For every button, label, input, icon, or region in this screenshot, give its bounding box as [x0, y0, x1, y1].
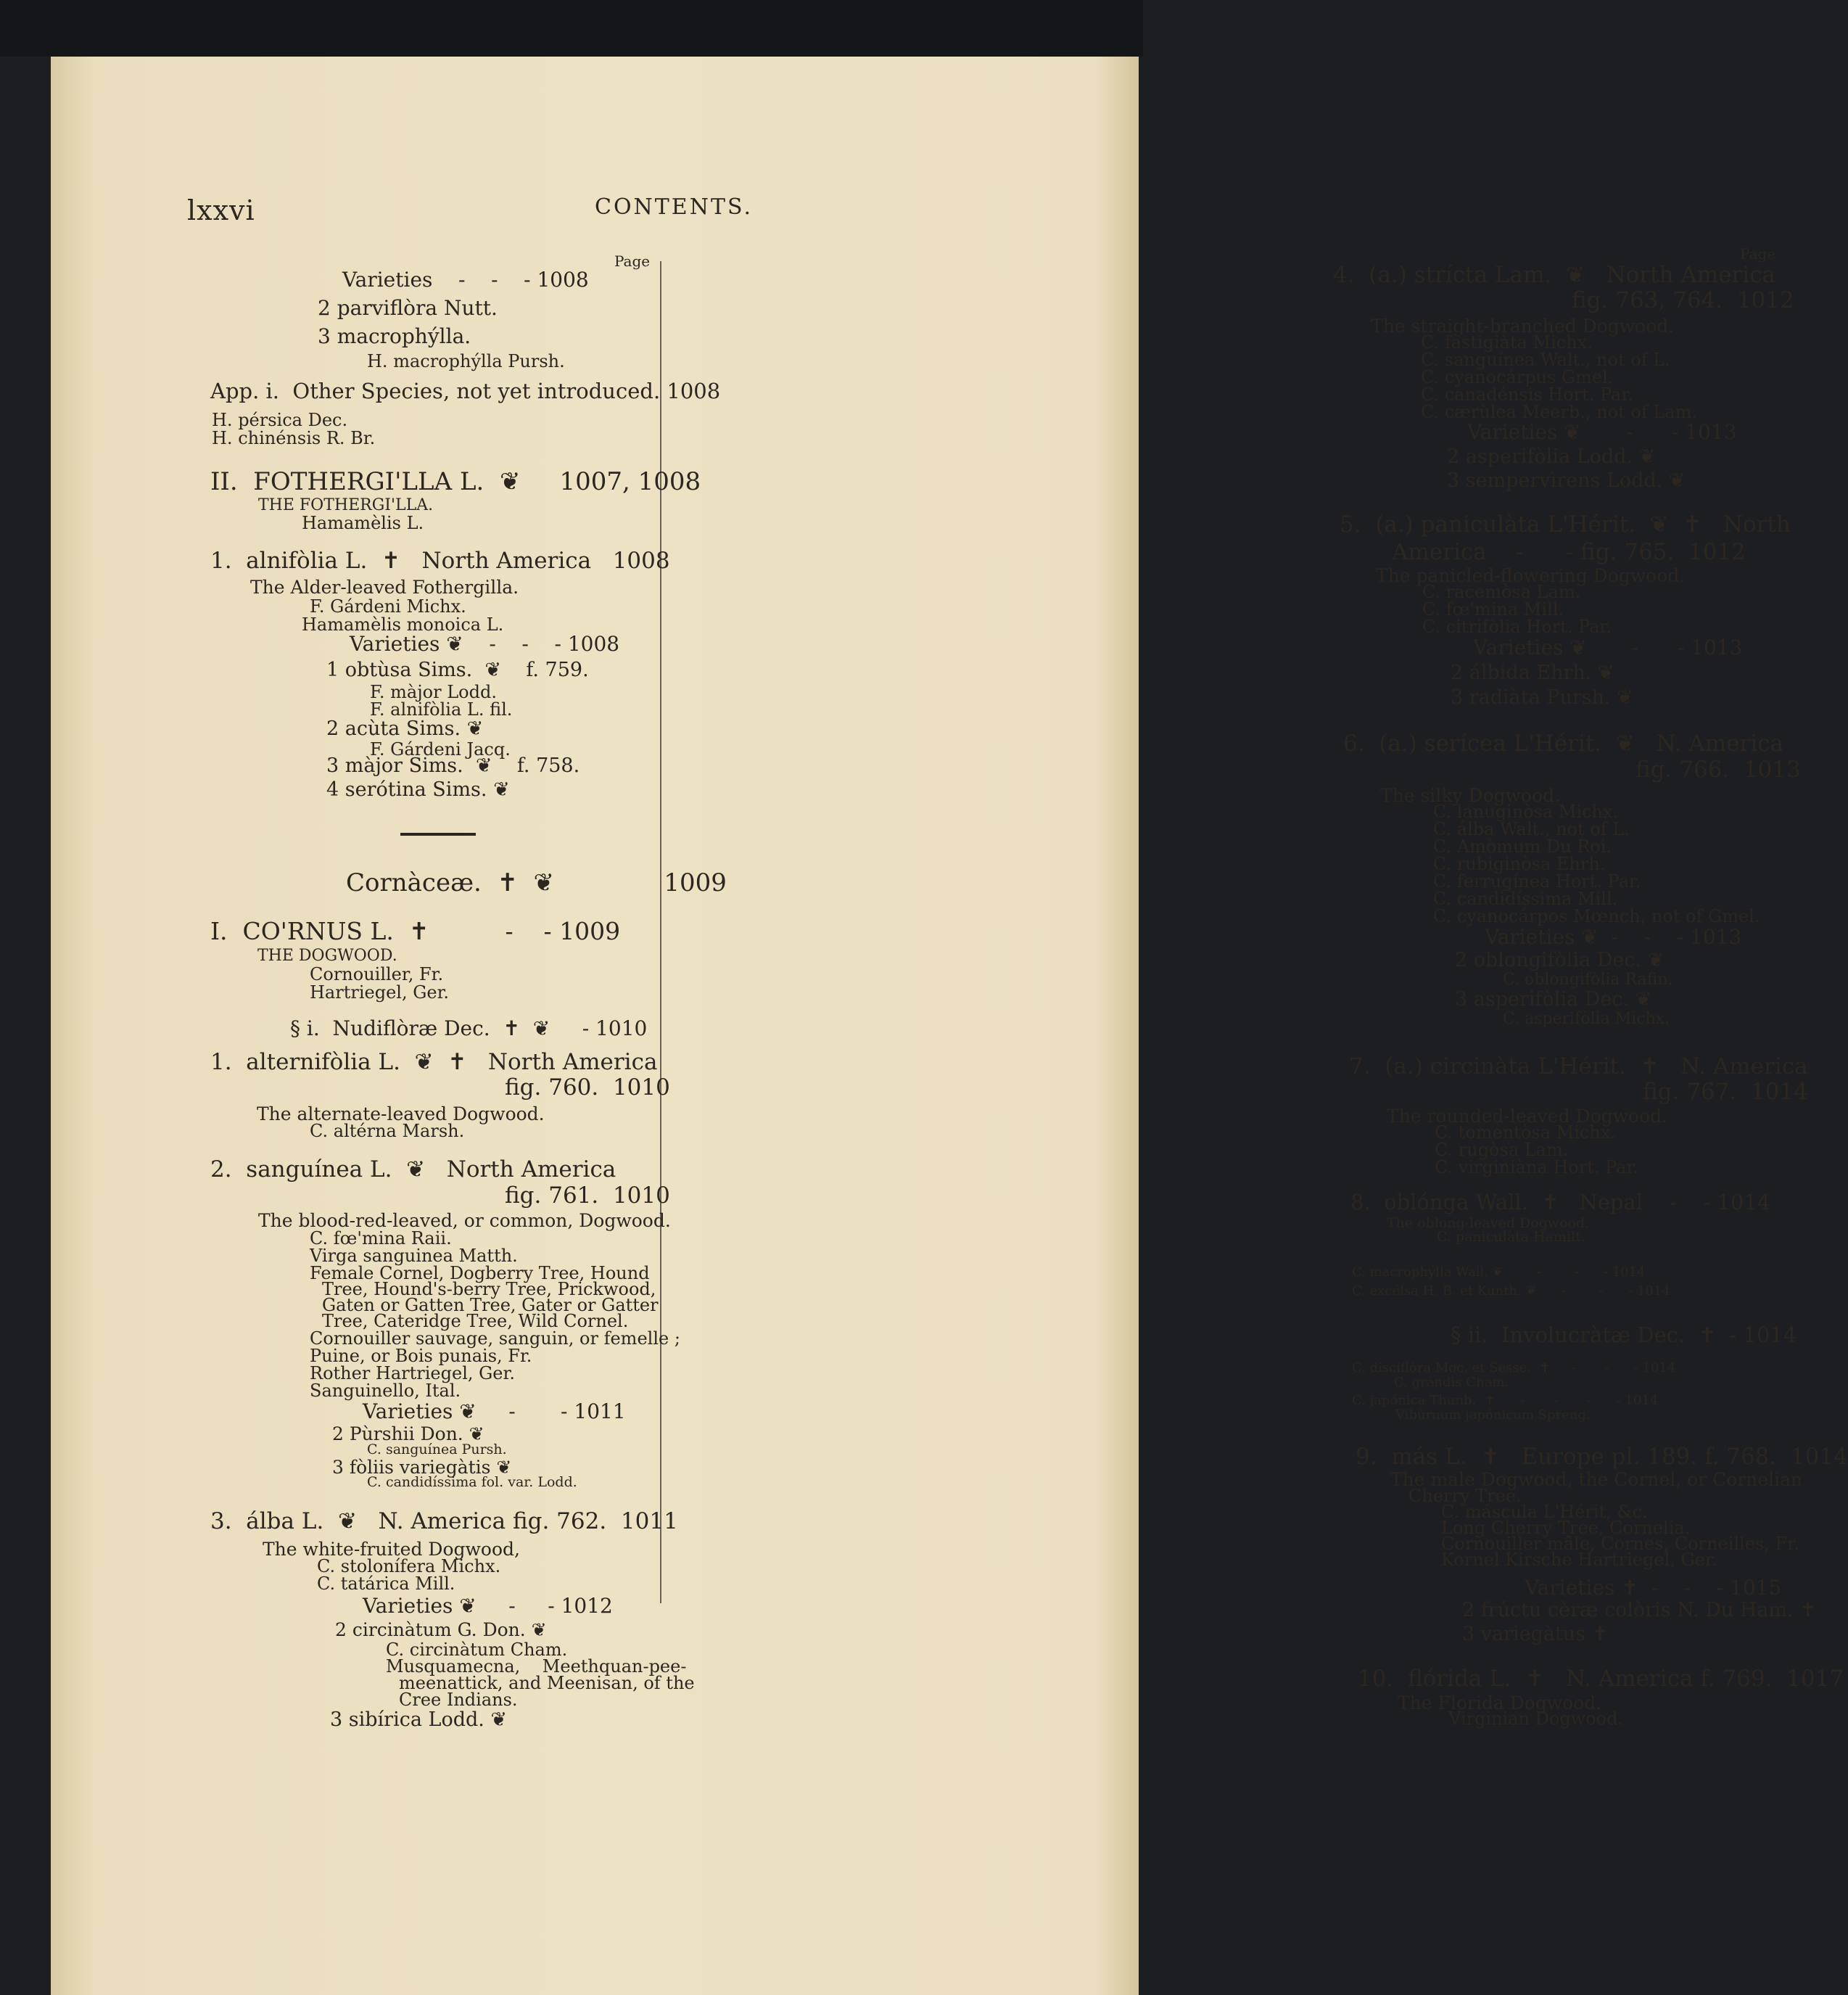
contents-line: F. Gárdeni Jacq. — [370, 739, 511, 760]
contents-line: C. stolonífera Michx. — [317, 1556, 501, 1576]
contents-line: Long Cherry Tree, Cornelia. — [1441, 1518, 1691, 1538]
contents-line: Tree, Hound's-berry Tree, Prickwood, — [322, 1279, 656, 1299]
contents-line: C. fœ'mina Raii. — [310, 1228, 452, 1249]
contents-line: fig. 763, 764. 1012 — [1572, 287, 1794, 313]
contents-line: Vibùrnum japónicum Spreng. — [1395, 1407, 1591, 1423]
contents-line: fig. 767. 1014 — [1643, 1079, 1808, 1105]
contents-line: 3 sibírica Lodd. ❦ — [330, 1708, 508, 1731]
contents-line: 3 sempervìrens Lodd. ❦ — [1447, 469, 1686, 492]
contents-line: 2 parviflòra Nutt. — [318, 296, 498, 320]
contents-line: C. macrophýlla Wall. ❦ - - - 1014 — [1352, 1264, 1646, 1280]
contents-line: The silky Dogwood. — [1380, 785, 1561, 806]
contents-line: C. racemòsa Lam. — [1422, 582, 1581, 602]
contents-line: 3 fòliis variegàtis ❦ — [332, 1457, 512, 1478]
column-divider — [660, 261, 661, 1603]
contents-line: THE DOGWOOD. — [257, 947, 397, 965]
contents-line: H. pérsica Dec. — [212, 410, 348, 430]
contents-line: meenattick, and Meenisan, of the — [399, 1673, 695, 1693]
contents-line: 6. (a.) serícea L'Hérit. ❦ N. America — [1343, 731, 1784, 757]
contents-line: Virga sanguinea Matth. — [310, 1246, 518, 1266]
contents-line: § i. Nudiflòræ Dec. ✝ ❦ - 1010 — [290, 1016, 648, 1040]
contents-line: 3 asperifòlia Dec. ❦ — [1455, 988, 1652, 1011]
contents-line: C. altérna Marsh. — [310, 1121, 465, 1141]
contents-line: 2. sanguínea L. ❦ North America — [210, 1156, 616, 1182]
contents-line: 2 asperifòlia Lodd. ❦ — [1447, 445, 1656, 468]
contents-line: Hartriegel, Ger. — [310, 982, 450, 1003]
contents-line: Sanguinello, Ital. — [310, 1381, 461, 1401]
contents-line: America - - fig. 765. 1012 — [1392, 539, 1746, 565]
contents-line: 2 circinàtum G. Don. ❦ — [335, 1619, 547, 1640]
contents-line: 10. flórida L. ✝ N. America f. 769. 1017 — [1358, 1666, 1844, 1692]
contents-line: C. citrifòlia Hort. Par. — [1422, 617, 1612, 637]
contents-line: H. macrophýlla Pursh. — [367, 351, 565, 371]
contents-line: Page — [614, 252, 651, 270]
contents-line: The male Dogwood, the Cornel, or Cornelian — [1390, 1469, 1803, 1490]
contents-line: C. lanuginòsa Michx. — [1433, 802, 1619, 822]
contents-line: C. álba Walt., not of L. — [1433, 819, 1630, 839]
contents-line: The rounded-leaved Dogwood. — [1387, 1106, 1668, 1127]
contents-line: Puine, or Bois punais, Fr. — [310, 1346, 532, 1366]
contents-line: Female Cornel, Dogberry Tree, Hound — [310, 1263, 650, 1283]
contents-line: C. cærùlea Meerb., not of Lam. — [1421, 402, 1697, 422]
contents-line: 2 frúctu cèræ colòris N. Du Ham. ✝ — [1462, 1599, 1816, 1621]
contents-line: C. ferrugínea Hort. Par. — [1433, 871, 1641, 892]
contents-line: C. oblongifòlia Rafin. — [1503, 971, 1673, 989]
contents-line: Cornouiller, Fr. — [310, 964, 444, 984]
contents-line: C. grándis Cham. — [1394, 1375, 1509, 1390]
contents-line: Cornouiller sauvage, sanguin, or femelle ; — [310, 1328, 680, 1349]
contents-line: C. rubiginòsa Ehrh. — [1433, 854, 1606, 874]
contents-line: Kornel Kirsche Hartriegel, Ger. — [1441, 1550, 1717, 1570]
contents-line: C. fastigiàta Michx. — [1421, 332, 1593, 353]
contents-line: fig. 766. 1013 — [1635, 757, 1801, 783]
contents-line: App. i. Other Species, not yet introduced. 1008 — [210, 379, 721, 403]
contents-line: 8. oblónga Wall. ✝ Nepal - - 1014 — [1350, 1190, 1771, 1214]
contents-line: 4. (a.) strícta Lam. ❦ North America — [1333, 262, 1776, 288]
contents-line: C. canadénsis Hort. Par. — [1421, 384, 1633, 405]
contents-line: C. circinàtum Cham. — [386, 1640, 568, 1660]
contents-line: C. asperifòlia Michx. — [1503, 1010, 1670, 1028]
contents-line: The Florida Dogwood. — [1398, 1692, 1602, 1714]
scanner-top-strip — [0, 0, 1143, 57]
contents-line: fig. 761. 1010 — [505, 1182, 670, 1209]
contents-line: 3 variegàtus ✝ — [1462, 1623, 1609, 1645]
contents-line: Varieties ❦ - - 1012 — [363, 1594, 613, 1618]
contents-line: Rother Hartriegel, Ger. — [310, 1363, 515, 1383]
contents-line: Cornàceæ. ✝ ❦ 1009 — [346, 868, 727, 897]
contents-line: The oblong-leaved Dogwood. — [1387, 1215, 1590, 1231]
contents-line: C. japónica Thunb. ✝ - - - - 1014 — [1352, 1393, 1659, 1408]
contents-line: The blood-red-leaved, or common, Dogwood. — [258, 1210, 671, 1231]
contents-line: Musquamecna, Meethquan-pee- — [386, 1656, 687, 1677]
contents-line: F. alnifòlia L. fil. — [370, 699, 513, 720]
contents-line: Tree, Cateridge Tree, Wild Cornel. — [322, 1311, 629, 1331]
contents-line: Cree Indians. — [399, 1690, 518, 1710]
contents-line: C. Amòmum Du Roi. — [1433, 836, 1612, 857]
contents-line: The white-fruited Dogwood, — [263, 1539, 520, 1560]
contents-line: Cherry Tree. — [1408, 1486, 1522, 1506]
contents-line: C. tatárica Mill. — [317, 1574, 455, 1594]
contents-line: Varieties ❦ - - - 1013 — [1485, 925, 1742, 949]
contents-line: 2 oblongifòlia Dec. ❦ — [1455, 949, 1665, 971]
contents-line: C. rugòsa Lam. — [1435, 1140, 1569, 1160]
contents-line: The panicled-flowering Dogwood. — [1376, 565, 1686, 586]
contents-line: 9. más L. ✝ Europe pl. 189. f. 768. 1014 — [1356, 1444, 1848, 1470]
contents-line: 2 Pùrshii Don. ❦ — [332, 1423, 484, 1444]
contents-line: Cornouiller mâle, Cornes, Corneilles, Fr. — [1441, 1534, 1799, 1554]
contents-line: 2 álbida Ehrh. ❦ — [1451, 662, 1614, 684]
contents-line: II. FOTHERGI'LLA L. ❦ 1007, 1008 — [210, 467, 701, 496]
contents-line: Hamamèlis L. — [302, 513, 424, 533]
contents-line: The alternate-leaved Dogwood. — [257, 1103, 545, 1124]
contents-line: 5. (a.) paniculàta L'Hérit. ❦ ✝ North — [1340, 511, 1791, 538]
contents-line: C. disciflòra Moc. et Sesse. ✝ - - - 1014 — [1352, 1360, 1676, 1375]
contents-line: C. cyanocárpos Mœnch, not of Gmel. — [1433, 906, 1760, 926]
contents-line: Varieties ❦ - - 1011 — [363, 1399, 626, 1423]
running-title: CONTENTS. — [595, 194, 753, 220]
contents-line: Page — [1740, 245, 1776, 263]
contents-line: 3 màjor Sims. ❦ f. 758. — [326, 754, 580, 777]
contents-line: C. candidíssima Mill. — [1433, 889, 1618, 909]
contents-line: C. candidíssima fol. var. Lodd. — [367, 1474, 577, 1490]
contents-line: C. sanguínea Pursh. — [367, 1441, 507, 1457]
contents-line: C. excélsa H. B. et Kunth. ❦ - - - 1014 — [1352, 1283, 1670, 1299]
contents-line: The Alder-leaved Fothergilla. — [250, 577, 519, 598]
contents-line: 3. álba L. ❦ N. America fig. 762. 1011 — [210, 1508, 678, 1534]
contents-line: 4 serótina Sims. ❦ — [326, 778, 510, 801]
contents-line: C. paniculàta Hamilt. — [1437, 1229, 1585, 1245]
contents-line: Varieties ✝ - - - 1015 — [1525, 1576, 1782, 1600]
contents-line: 7. (a.) circinàta L'Hérit. ✝ N. America — [1349, 1053, 1808, 1079]
contents-line: C. máscula L'Hérit, &c. — [1441, 1502, 1648, 1522]
contents-line: C. fœ'mina Mill. — [1422, 599, 1564, 620]
page-number: lxxvi — [187, 194, 255, 226]
contents-line: THE FOTHERGI'LLA. — [258, 496, 434, 514]
contents-line: § ii. Involucràtæ Dec. ✝ - 1014 — [1451, 1323, 1797, 1347]
contents-line: Virginian Dogwood. — [1448, 1708, 1624, 1729]
contents-line: I. CO'RNUS L. ✝ - - 1009 — [210, 917, 621, 945]
contents-line: Hamamèlis monoica L. — [302, 614, 504, 635]
contents-line: F. màjor Lodd. — [370, 682, 497, 702]
contents-line: Varieties - - - 1008 — [342, 268, 589, 292]
contents-line: Gaten or Gatten Tree, Gater or Gatter — [322, 1295, 659, 1315]
contents-line: F. Gárdeni Michx. — [310, 596, 466, 617]
contents-line: The straight-branched Dogwood. — [1371, 316, 1675, 337]
contents-line: 3 macrophýlla. — [318, 324, 471, 348]
contents-line: fig. 760. 1010 — [505, 1074, 670, 1101]
contents-line: Varieties ❦ - - 1013 — [1473, 635, 1743, 659]
contents-line: H. chinénsis R. Br. — [212, 428, 376, 448]
section-separator — [400, 833, 476, 836]
contents-line: Varieties ❦ - - - 1008 — [350, 632, 620, 656]
contents-line: C. sanguínea Walt., not of L. — [1421, 350, 1670, 370]
contents-line: C. virginiàna Hort. Par. — [1435, 1157, 1638, 1177]
contents-line: C. cyanocárpus Gmel. — [1421, 367, 1614, 387]
contents-line: C. tomentòsa Michx. — [1435, 1122, 1616, 1143]
contents-line: 1 obtùsa Sims. ❦ f. 759. — [326, 659, 589, 681]
contents-line: 1. alnifòlia L. ✝ North America 1008 — [210, 548, 670, 574]
contents-line: Varieties ❦ - - 1013 — [1467, 420, 1737, 444]
contents-line: 2 acùta Sims. ❦ — [326, 717, 484, 740]
contents-line: 1. alternifòlia L. ❦ ✝ North America — [210, 1049, 658, 1075]
contents-line: 3 radiàta Pursh. ❦ — [1451, 686, 1633, 709]
